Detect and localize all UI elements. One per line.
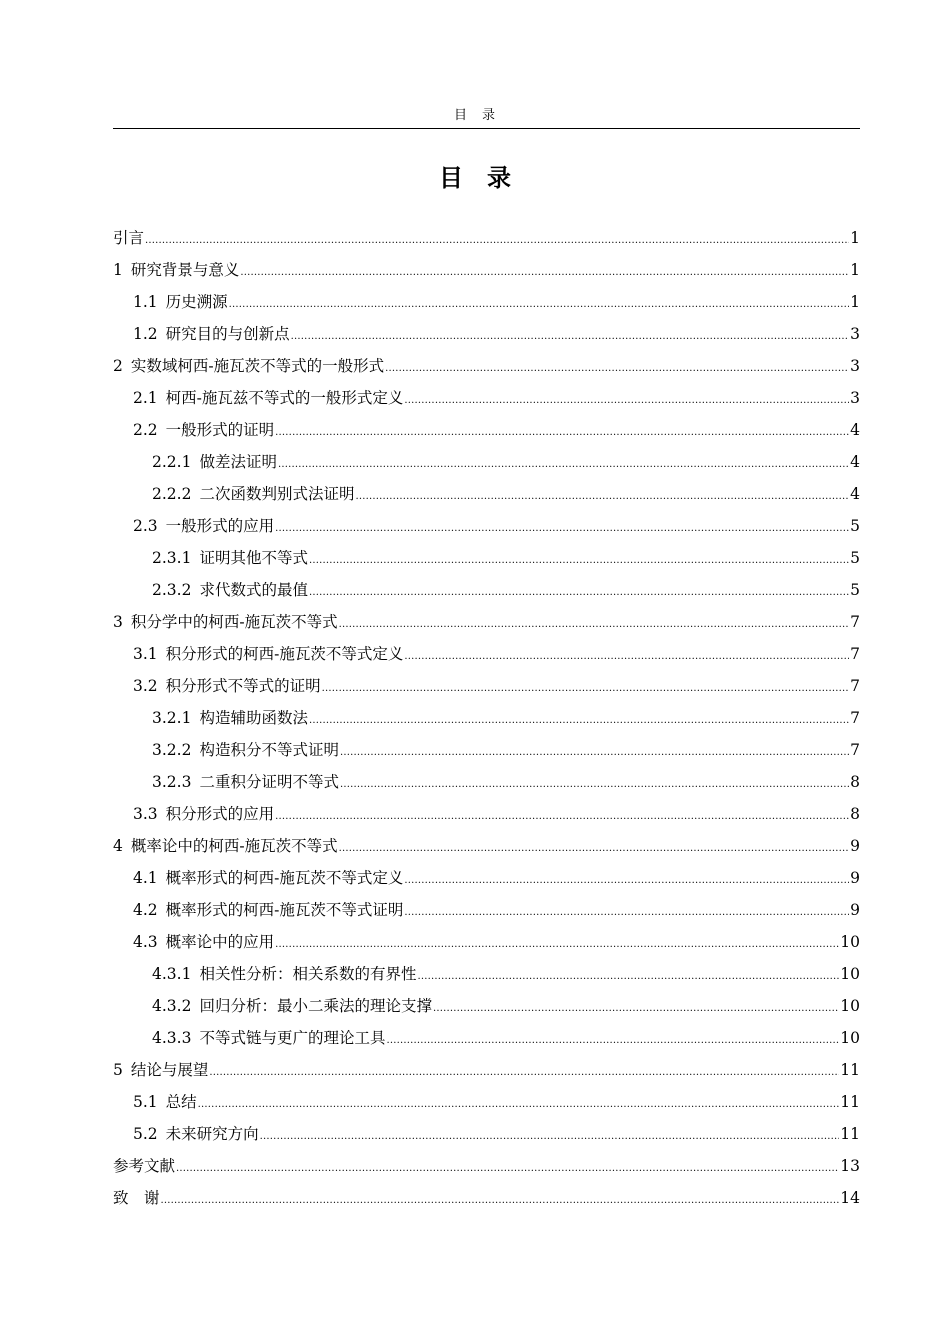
toc-entry-number: 3.3 bbox=[133, 805, 158, 823]
toc-dot-leader bbox=[340, 737, 849, 769]
toc-page-number: 9 bbox=[850, 901, 860, 919]
toc-dot-leader bbox=[240, 257, 849, 289]
toc-entry[interactable] bbox=[113, 222, 860, 254]
toc-entry-number: 3.2.3 bbox=[152, 773, 192, 791]
toc-entry-text: 二重积分证明不等式 bbox=[199, 773, 339, 791]
toc-entry-text: 求代数式的最值 bbox=[199, 581, 308, 599]
toc-dot-leader bbox=[339, 833, 850, 865]
toc-entry-label bbox=[133, 318, 290, 350]
toc-entry-text: 相关性分析：相关系数的有界性 bbox=[199, 965, 417, 983]
toc-entry[interactable] bbox=[113, 254, 860, 286]
toc-entry-number: 4.1 bbox=[133, 869, 158, 887]
toc-entry-text: 一般形式的应用 bbox=[165, 517, 275, 535]
toc-entry-label bbox=[113, 1054, 208, 1086]
toc-page-number: 3 bbox=[850, 357, 860, 375]
toc-entry[interactable] bbox=[113, 1054, 860, 1086]
toc-page-number: 1 bbox=[850, 229, 860, 247]
toc-dot-leader bbox=[291, 321, 849, 353]
toc-dot-leader bbox=[322, 673, 849, 705]
toc-entry-number: 1 bbox=[113, 261, 123, 279]
toc-entry-number: 4.3.2 bbox=[152, 997, 192, 1015]
toc-page-number: 7 bbox=[850, 677, 860, 695]
toc-page-number: 10 bbox=[840, 997, 860, 1015]
toc-page-number: 10 bbox=[840, 965, 860, 983]
toc-dot-leader bbox=[404, 897, 849, 929]
toc-entry-label bbox=[133, 382, 403, 414]
toc-entry[interactable] bbox=[113, 1022, 860, 1054]
toc-entry[interactable] bbox=[113, 1118, 860, 1150]
toc-entry[interactable] bbox=[113, 702, 860, 734]
page-title: 目 录 bbox=[439, 164, 511, 192]
toc-page-number: 4 bbox=[850, 421, 860, 439]
toc-entry-text: 实数域柯西-施瓦茨不等式的一般形式 bbox=[130, 357, 385, 375]
toc-dot-leader bbox=[309, 577, 849, 609]
toc-entry-text: 柯西-施瓦兹不等式的一般形式定义 bbox=[165, 389, 404, 407]
toc-entry-number: 4.3 bbox=[133, 933, 158, 951]
toc-entry-number: 4.2 bbox=[133, 901, 158, 919]
toc-entry-label bbox=[113, 830, 338, 862]
toc-entry-text: 做差法证明 bbox=[199, 453, 277, 471]
toc-entry-text: 致 谢 bbox=[113, 1189, 160, 1207]
toc-page-number: 5 bbox=[850, 549, 860, 567]
toc-entry-number: 4.3.3 bbox=[152, 1029, 192, 1047]
toc-entry-text: 参考文献 bbox=[113, 1157, 176, 1175]
toc-entry-label bbox=[133, 414, 274, 446]
toc-page-number: 11 bbox=[840, 1061, 860, 1079]
toc-page-number: 1 bbox=[850, 261, 860, 279]
toc-entry[interactable] bbox=[113, 830, 860, 862]
toc-entry[interactable] bbox=[113, 542, 860, 574]
toc-dot-leader bbox=[260, 1121, 840, 1153]
toc-entry-text: 不等式链与更广的理论工具 bbox=[199, 1029, 386, 1047]
toc-entry-text: 构造辅助函数法 bbox=[199, 709, 308, 727]
toc-dot-leader bbox=[385, 353, 849, 385]
toc-entry-text: 证明其他不等式 bbox=[199, 549, 308, 567]
toc-entry-text: 积分学中的柯西-施瓦茨不等式 bbox=[130, 613, 338, 631]
toc-entry-text: 未来研究方向 bbox=[165, 1125, 259, 1143]
toc-entry[interactable] bbox=[113, 606, 860, 638]
toc-entry-number: 1.1 bbox=[133, 293, 158, 311]
toc-entry[interactable] bbox=[113, 350, 860, 382]
toc-entry-number: 3.2 bbox=[133, 677, 158, 695]
toc-entry-label bbox=[152, 574, 308, 606]
toc-entry-label bbox=[152, 766, 339, 798]
toc-entry-number: 2.3.1 bbox=[152, 549, 192, 567]
toc-entry-text: 总结 bbox=[165, 1093, 197, 1111]
toc-entry-number: 1.2 bbox=[133, 325, 158, 343]
toc-entry-label bbox=[152, 478, 354, 510]
toc-entry-number: 3.2.1 bbox=[152, 709, 192, 727]
toc-entry-number: 5.1 bbox=[133, 1093, 158, 1111]
toc-entry[interactable] bbox=[113, 286, 860, 318]
toc-page-number: 11 bbox=[840, 1093, 860, 1111]
toc-entry-label bbox=[133, 1086, 197, 1118]
toc-dot-leader bbox=[404, 385, 849, 417]
toc-dot-leader bbox=[278, 449, 849, 481]
toc-page-number: 8 bbox=[850, 773, 860, 791]
toc-dot-leader bbox=[309, 705, 849, 737]
toc-page-number: 11 bbox=[840, 1125, 860, 1143]
toc-dot-leader bbox=[275, 801, 849, 833]
toc-entry[interactable] bbox=[113, 1086, 860, 1118]
toc-page-number: 14 bbox=[840, 1189, 860, 1207]
toc-page-number: 5 bbox=[850, 517, 860, 535]
toc-dot-leader bbox=[339, 609, 850, 641]
toc-dot-leader bbox=[275, 929, 839, 961]
toc-entry-label bbox=[133, 862, 403, 894]
toc-entry-text: 结论与展望 bbox=[130, 1061, 209, 1079]
toc-entry-label bbox=[113, 222, 144, 254]
toc-entry[interactable] bbox=[113, 862, 860, 894]
toc-entry[interactable] bbox=[113, 574, 860, 606]
toc-entry[interactable] bbox=[113, 766, 860, 798]
toc-entry-text: 研究背景与意义 bbox=[130, 261, 240, 279]
toc-entry-text: 概率论中的柯西-施瓦茨不等式 bbox=[130, 837, 338, 855]
toc-entry-label bbox=[152, 542, 308, 574]
toc-entry-number: 2.2.1 bbox=[152, 453, 192, 471]
toc-entry[interactable] bbox=[113, 670, 860, 702]
toc-page-number: 3 bbox=[850, 325, 860, 343]
toc-dot-leader bbox=[229, 289, 849, 321]
toc-entry-label bbox=[133, 286, 228, 318]
toc-entry[interactable] bbox=[113, 446, 860, 478]
toc-entry-text: 回归分析：最小二乘法的理论支撑 bbox=[199, 997, 432, 1015]
toc-dot-leader bbox=[161, 1185, 840, 1217]
toc-entry-number: 2.2.2 bbox=[152, 485, 192, 503]
toc-entry-text: 概率形式的柯西-施瓦茨不等式定义 bbox=[165, 869, 404, 887]
toc-entry-label bbox=[133, 638, 403, 670]
toc-page-number: 7 bbox=[850, 741, 860, 759]
toc-entry-label bbox=[113, 1150, 175, 1182]
toc-entry[interactable] bbox=[113, 478, 860, 510]
toc-entry-text: 研究目的与创新点 bbox=[165, 325, 290, 343]
toc-entry-number: 2 bbox=[113, 357, 123, 375]
toc-entry-number: 3 bbox=[113, 613, 123, 631]
toc-entry-label bbox=[152, 702, 308, 734]
toc-entry-label bbox=[152, 734, 339, 766]
header-divider bbox=[113, 128, 860, 129]
toc-dot-leader bbox=[309, 545, 849, 577]
toc-page-number: 7 bbox=[850, 613, 860, 631]
toc-entry[interactable] bbox=[113, 318, 860, 350]
toc-entry-label bbox=[133, 798, 274, 830]
toc-dot-leader bbox=[340, 769, 849, 801]
toc-entry-text: 积分形式的应用 bbox=[165, 805, 275, 823]
toc-entry[interactable] bbox=[113, 958, 860, 990]
toc-entry-text: 引言 bbox=[113, 229, 145, 247]
toc-dot-leader bbox=[209, 1057, 839, 1089]
toc-entry-label bbox=[113, 606, 338, 638]
toc-dot-leader bbox=[275, 417, 849, 449]
toc-entry-text: 概率形式的柯西-施瓦茨不等式证明 bbox=[165, 901, 404, 919]
toc-page-number: 10 bbox=[840, 933, 860, 951]
toc-page-number: 13 bbox=[840, 1157, 860, 1175]
toc-page-number: 4 bbox=[850, 453, 860, 471]
toc-dot-leader bbox=[404, 641, 849, 673]
toc-entry-text: 积分形式不等式的证明 bbox=[165, 677, 321, 695]
toc-entry-label bbox=[133, 926, 274, 958]
toc-page-number: 7 bbox=[850, 645, 860, 663]
toc-entry-text: 历史溯源 bbox=[165, 293, 228, 311]
toc-entry[interactable] bbox=[113, 798, 860, 830]
toc-page-number: 7 bbox=[850, 709, 860, 727]
toc-entry-label bbox=[133, 1118, 259, 1150]
toc-page-number: 8 bbox=[850, 805, 860, 823]
toc-entry-text: 一般形式的证明 bbox=[165, 421, 275, 439]
toc-entry[interactable] bbox=[113, 1150, 860, 1182]
toc-page-number: 9 bbox=[850, 869, 860, 887]
toc-entry-text: 概率论中的应用 bbox=[165, 933, 275, 951]
toc-page-number: 3 bbox=[850, 389, 860, 407]
toc-entry-number: 2.2 bbox=[133, 421, 158, 439]
toc-entry-number: 2.3 bbox=[133, 517, 158, 535]
toc-page-number: 1 bbox=[850, 293, 860, 311]
toc-entry[interactable] bbox=[113, 510, 860, 542]
toc-dot-leader bbox=[404, 865, 849, 897]
toc-page-number: 4 bbox=[850, 485, 860, 503]
toc-entry-label bbox=[133, 670, 321, 702]
toc-entry-number: 4 bbox=[113, 837, 123, 855]
toc-dot-leader bbox=[386, 1025, 839, 1057]
toc-dot-leader bbox=[355, 481, 849, 513]
toc-page-number: 5 bbox=[850, 581, 860, 599]
toc-entry[interactable] bbox=[113, 1182, 860, 1214]
toc-entry-text: 二次函数判别式法证明 bbox=[199, 485, 355, 503]
toc-entry-label bbox=[113, 350, 384, 382]
toc-dot-leader bbox=[145, 225, 849, 257]
toc-page-number: 10 bbox=[840, 1029, 860, 1047]
toc-entry-number: 4.3.1 bbox=[152, 965, 192, 983]
toc-entry[interactable] bbox=[113, 638, 860, 670]
toc-entry[interactable] bbox=[113, 414, 860, 446]
toc-entry[interactable] bbox=[113, 990, 860, 1022]
toc-entry-text: 构造积分不等式证明 bbox=[199, 741, 339, 759]
toc-entry-label bbox=[152, 446, 277, 478]
toc-entry-number: 2.3.2 bbox=[152, 581, 192, 599]
toc-dot-leader bbox=[275, 513, 849, 545]
toc-entry[interactable] bbox=[113, 382, 860, 414]
toc-entry-text: 积分形式的柯西-施瓦茨不等式定义 bbox=[165, 645, 404, 663]
toc-entry[interactable] bbox=[113, 926, 860, 958]
toc-entry-label bbox=[152, 1022, 385, 1054]
toc-entry-label bbox=[152, 990, 432, 1022]
toc-entry-label bbox=[152, 958, 416, 990]
toc-dot-leader bbox=[198, 1089, 840, 1121]
toc-entry-number: 5.2 bbox=[133, 1125, 158, 1143]
toc-entry-label bbox=[113, 1182, 160, 1214]
toc-dot-leader bbox=[176, 1153, 839, 1185]
toc-entry-label bbox=[113, 254, 239, 286]
toc-dot-leader bbox=[417, 961, 839, 993]
toc-entry[interactable] bbox=[113, 894, 860, 926]
toc-entry[interactable] bbox=[113, 734, 860, 766]
toc-entry-number: 5 bbox=[113, 1061, 123, 1079]
toc-entry-label bbox=[133, 510, 274, 542]
toc-dot-leader bbox=[433, 993, 839, 1025]
toc-entry-number: 3.2.2 bbox=[152, 741, 192, 759]
toc-entry-label bbox=[133, 894, 403, 926]
toc-page-number: 9 bbox=[850, 837, 860, 855]
toc-entry-number: 3.1 bbox=[133, 645, 158, 663]
running-header: 目 录 bbox=[453, 108, 496, 123]
table-of-contents bbox=[113, 222, 860, 1214]
toc-entry-number: 2.1 bbox=[133, 389, 158, 407]
